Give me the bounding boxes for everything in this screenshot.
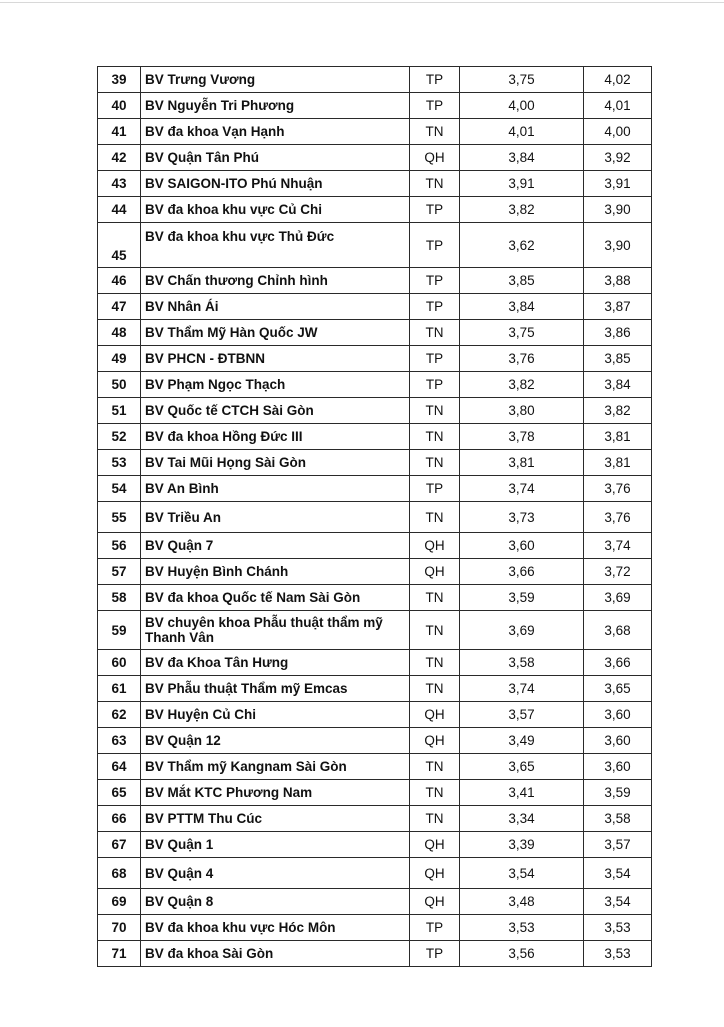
score-current-cell: 3,90	[584, 197, 652, 223]
hospital-name-cell: BV PHCN - ĐTBNN	[141, 346, 410, 372]
rank-cell: 71	[98, 941, 141, 967]
rank-cell: 55	[98, 502, 141, 533]
table-row	[98, 676, 652, 702]
score-prev-cell: 3,58	[460, 650, 584, 676]
score-current-cell: 3,74	[584, 533, 652, 559]
score-current-cell: 3,59	[584, 780, 652, 806]
score-current-cell: 3,53	[584, 941, 652, 967]
hospital-type-cell: TN	[410, 754, 460, 780]
hospital-type-cell: TN	[410, 320, 460, 346]
table-row	[98, 346, 652, 372]
score-prev-cell: 3,81	[460, 450, 584, 476]
rank-cell: 39	[98, 67, 141, 93]
rank-cell: 48	[98, 320, 141, 346]
score-current-cell: 3,68	[584, 611, 652, 650]
hospital-type-cell: TN	[410, 171, 460, 197]
score-prev-cell: 3,78	[460, 424, 584, 450]
table-row	[98, 941, 652, 967]
hospital-type-cell: TP	[410, 941, 460, 967]
table-row	[98, 832, 652, 858]
hospital-type-cell: TP	[410, 476, 460, 502]
hospital-type-cell: TP	[410, 346, 460, 372]
hospital-name-cell: BV Thẩm mỹ Kangnam Sài Gòn	[141, 754, 410, 780]
hospital-type-cell: QH	[410, 728, 460, 754]
rank-cell: 63	[98, 728, 141, 754]
hospital-name-cell: BV Quận 4	[141, 858, 410, 889]
hospital-type-cell: TP	[410, 197, 460, 223]
score-current-cell: 3,91	[584, 171, 652, 197]
table-row	[98, 502, 652, 533]
hospital-type-cell: TP	[410, 268, 460, 294]
score-current-cell: 3,81	[584, 424, 652, 450]
hospital-type-cell: TP	[410, 294, 460, 320]
hospital-name-cell: BV PTTM Thu Cúc	[141, 806, 410, 832]
table-row	[98, 858, 652, 889]
page-top-rule	[0, 2, 724, 3]
score-current-cell: 3,53	[584, 915, 652, 941]
hospital-name-cell: BV đa khoa khu vực Củ Chi	[141, 197, 410, 223]
hospital-name-cell: BV đa khoa Quốc tế Nam Sài Gòn	[141, 585, 410, 611]
score-prev-cell: 3,34	[460, 806, 584, 832]
score-current-cell: 3,85	[584, 346, 652, 372]
hospital-name-cell: BV Phẫu thuật Thẩm mỹ Emcas	[141, 676, 410, 702]
score-current-cell: 4,02	[584, 67, 652, 93]
score-prev-cell: 3,53	[460, 915, 584, 941]
rank-cell: 66	[98, 806, 141, 832]
score-prev-cell: 3,84	[460, 294, 584, 320]
table-row	[98, 93, 652, 119]
score-prev-cell: 3,62	[460, 223, 584, 268]
rank-cell: 53	[98, 450, 141, 476]
score-prev-cell: 3,84	[460, 145, 584, 171]
hospital-name-cell: BV Mắt KTC Phương Nam	[141, 780, 410, 806]
table-row	[98, 223, 652, 268]
hospital-name-cell: BV đa Khoa Tân Hưng	[141, 650, 410, 676]
score-prev-cell: 3,54	[460, 858, 584, 889]
score-current-cell: 4,01	[584, 93, 652, 119]
rank-cell: 68	[98, 858, 141, 889]
rank-cell: 47	[98, 294, 141, 320]
hospital-name-cell: BV Nhân Ái	[141, 294, 410, 320]
hospital-type-cell: TN	[410, 450, 460, 476]
score-current-cell: 3,54	[584, 889, 652, 915]
hospital-name-cell: BV Quốc tế CTCH Sài Gòn	[141, 398, 410, 424]
hospital-type-cell: TN	[410, 502, 460, 533]
score-current-cell: 3,82	[584, 398, 652, 424]
score-current-cell: 3,60	[584, 702, 652, 728]
hospital-name-cell: BV SAIGON-ITO Phú Nhuận	[141, 171, 410, 197]
table-row	[98, 780, 652, 806]
table-row	[98, 611, 652, 650]
table-row	[98, 145, 652, 171]
hospital-type-cell: QH	[410, 533, 460, 559]
rank-cell: 69	[98, 889, 141, 915]
score-current-cell: 3,84	[584, 372, 652, 398]
hospital-type-cell: TP	[410, 372, 460, 398]
score-current-cell: 3,88	[584, 268, 652, 294]
table-row	[98, 702, 652, 728]
score-prev-cell: 3,48	[460, 889, 584, 915]
table-row	[98, 476, 652, 502]
score-current-cell: 3,60	[584, 754, 652, 780]
hospital-name-cell: BV đa khoa khu vực Thủ Đức	[141, 223, 410, 268]
score-prev-cell: 3,75	[460, 320, 584, 346]
hospital-name-cell: BV chuyên khoa Phẫu thuật thẩm mỹ Thanh Vân	[141, 611, 410, 650]
rank-cell: 70	[98, 915, 141, 941]
score-prev-cell: 3,75	[460, 67, 584, 93]
table-row	[98, 268, 652, 294]
hospital-type-cell: TN	[410, 650, 460, 676]
hospital-name-cell: BV Tai Mũi Họng Sài Gòn	[141, 450, 410, 476]
rank-cell: 49	[98, 346, 141, 372]
rank-cell: 44	[98, 197, 141, 223]
hospital-name-cell: BV đa khoa Sài Gòn	[141, 941, 410, 967]
score-prev-cell: 4,01	[460, 119, 584, 145]
hospital-type-cell: TN	[410, 424, 460, 450]
hospital-name-cell: BV Quận 8	[141, 889, 410, 915]
table-row	[98, 754, 652, 780]
hospital-name-cell: BV An Bình	[141, 476, 410, 502]
hospital-name-cell: BV Quận Tân Phú	[141, 145, 410, 171]
hospital-type-cell: TN	[410, 119, 460, 145]
table-row	[98, 806, 652, 832]
score-prev-cell: 3,80	[460, 398, 584, 424]
score-prev-cell: 3,66	[460, 559, 584, 585]
score-prev-cell: 3,65	[460, 754, 584, 780]
score-prev-cell: 3,56	[460, 941, 584, 967]
table-row	[98, 889, 652, 915]
table-row	[98, 372, 652, 398]
hospital-type-cell: TP	[410, 915, 460, 941]
table-row	[98, 294, 652, 320]
rank-cell: 42	[98, 145, 141, 171]
hospital-type-cell: TN	[410, 676, 460, 702]
hospital-name-cell: BV Huyện Củ Chi	[141, 702, 410, 728]
hospital-type-cell: TP	[410, 93, 460, 119]
score-prev-cell: 3,82	[460, 372, 584, 398]
rank-cell: 40	[98, 93, 141, 119]
hospital-type-cell: TN	[410, 780, 460, 806]
score-prev-cell: 3,60	[460, 533, 584, 559]
table-row	[98, 197, 652, 223]
score-prev-cell: 3,74	[460, 676, 584, 702]
score-current-cell: 3,66	[584, 650, 652, 676]
score-prev-cell: 3,41	[460, 780, 584, 806]
score-current-cell: 3,72	[584, 559, 652, 585]
hospital-name-cell: BV Trưng Vương	[141, 67, 410, 93]
table-row	[98, 67, 652, 93]
score-current-cell: 3,87	[584, 294, 652, 320]
score-current-cell: 4,00	[584, 119, 652, 145]
rank-cell: 52	[98, 424, 141, 450]
rank-cell: 54	[98, 476, 141, 502]
rank-cell: 59	[98, 611, 141, 650]
table-row	[98, 915, 652, 941]
score-prev-cell: 3,69	[460, 611, 584, 650]
score-current-cell: 3,76	[584, 476, 652, 502]
hospital-type-cell: QH	[410, 702, 460, 728]
rank-cell: 45	[98, 223, 141, 268]
hospital-name-cell: BV Nguyễn Tri Phương	[141, 93, 410, 119]
score-prev-cell: 3,59	[460, 585, 584, 611]
hospital-name-cell: BV Chấn thương Chỉnh hình	[141, 268, 410, 294]
hospital-type-cell: TP	[410, 67, 460, 93]
hospital-name-cell: BV Quận 1	[141, 832, 410, 858]
score-prev-cell: 3,49	[460, 728, 584, 754]
rank-cell: 64	[98, 754, 141, 780]
hospital-type-cell: TN	[410, 611, 460, 650]
rank-cell: 56	[98, 533, 141, 559]
table-body	[98, 67, 652, 967]
table-row	[98, 119, 652, 145]
hospital-name-cell: BV Triều An	[141, 502, 410, 533]
rank-cell: 65	[98, 780, 141, 806]
table-row	[98, 585, 652, 611]
hospital-name-cell: BV Huyện Bình Chánh	[141, 559, 410, 585]
table-row	[98, 650, 652, 676]
rank-cell: 43	[98, 171, 141, 197]
hospital-ranking-table	[97, 66, 652, 967]
hospital-name-cell: BV đa khoa Hồng Đức III	[141, 424, 410, 450]
score-current-cell: 3,58	[584, 806, 652, 832]
rank-cell: 67	[98, 832, 141, 858]
score-prev-cell: 3,91	[460, 171, 584, 197]
hospital-name-cell: BV Thẩm Mỹ Hàn Quốc JW	[141, 320, 410, 346]
rank-cell: 58	[98, 585, 141, 611]
hospital-type-cell: TP	[410, 223, 460, 268]
score-current-cell: 3,81	[584, 450, 652, 476]
score-current-cell: 3,57	[584, 832, 652, 858]
score-prev-cell: 4,00	[460, 93, 584, 119]
hospital-type-cell: QH	[410, 832, 460, 858]
table-row	[98, 450, 652, 476]
table-row	[98, 728, 652, 754]
score-prev-cell: 3,85	[460, 268, 584, 294]
rank-cell: 61	[98, 676, 141, 702]
score-current-cell: 3,92	[584, 145, 652, 171]
rank-cell: 62	[98, 702, 141, 728]
score-current-cell: 3,86	[584, 320, 652, 346]
table-row	[98, 533, 652, 559]
hospital-type-cell: QH	[410, 858, 460, 889]
score-prev-cell: 3,76	[460, 346, 584, 372]
hospital-type-cell: QH	[410, 889, 460, 915]
score-current-cell: 3,76	[584, 502, 652, 533]
score-prev-cell: 3,57	[460, 702, 584, 728]
score-prev-cell: 3,82	[460, 197, 584, 223]
hospital-name-cell: BV Quận 12	[141, 728, 410, 754]
score-prev-cell: 3,39	[460, 832, 584, 858]
rank-cell: 51	[98, 398, 141, 424]
score-current-cell: 3,54	[584, 858, 652, 889]
rank-cell: 57	[98, 559, 141, 585]
table-row	[98, 398, 652, 424]
hospital-type-cell: TN	[410, 585, 460, 611]
rank-cell: 60	[98, 650, 141, 676]
score-prev-cell: 3,73	[460, 502, 584, 533]
hospital-name-cell: BV Quận 7	[141, 533, 410, 559]
hospital-name-cell: BV Phạm Ngọc Thạch	[141, 372, 410, 398]
hospital-type-cell: TN	[410, 806, 460, 832]
rank-cell: 46	[98, 268, 141, 294]
hospital-type-cell: QH	[410, 145, 460, 171]
score-current-cell: 3,65	[584, 676, 652, 702]
table-row	[98, 171, 652, 197]
hospital-name-cell: BV đa khoa Vạn Hạnh	[141, 119, 410, 145]
score-prev-cell: 3,74	[460, 476, 584, 502]
table-row	[98, 424, 652, 450]
hospital-name-cell: BV đa khoa khu vực Hóc Môn	[141, 915, 410, 941]
score-current-cell: 3,60	[584, 728, 652, 754]
rank-cell: 41	[98, 119, 141, 145]
table-row	[98, 320, 652, 346]
score-current-cell: 3,69	[584, 585, 652, 611]
rank-cell: 50	[98, 372, 141, 398]
table-row	[98, 559, 652, 585]
hospital-type-cell: TN	[410, 398, 460, 424]
score-current-cell: 3,90	[584, 223, 652, 268]
hospital-type-cell: QH	[410, 559, 460, 585]
